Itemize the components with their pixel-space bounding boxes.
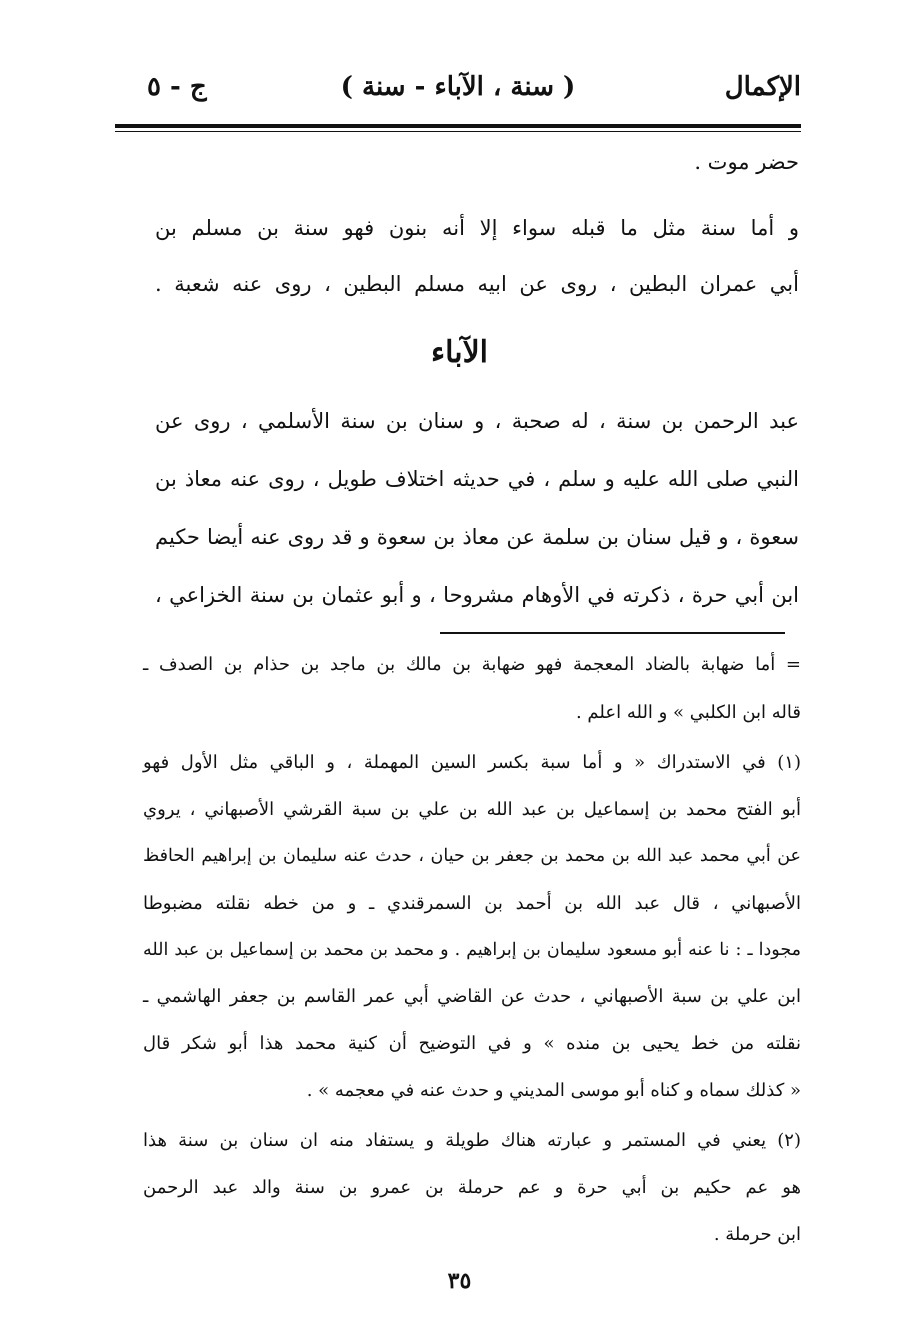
footnote-line-6: الأصبهاني ، قال عبد الله بن أحمد بن السمرقندي ـ و من خطه نقلته مضبوطا [143, 893, 801, 914]
main-line-2: و أما سنة مثل ما قبله سواء إلا أنه بنون فهو سنة بن مسلم بن [155, 216, 799, 240]
footnote-line-12: هو عم حكيم بن أبي حرة و عم حرملة بن عمرو بن سنة والد عبد الرحمن [143, 1177, 801, 1198]
entry-line-2: النبي صلى الله عليه و سلم ، في حديثه اختلاف طويل ، روى عنه معاذ بن [155, 467, 799, 491]
book-title: الإكمال [724, 72, 801, 102]
footnote-line-8: ابن علي بن سبة الأصبهاني ، حدث عن القاضي أبي عمر القاسم بن جعفر الهاشمي ـ [143, 986, 801, 1007]
main-line-1: حضر موت . [694, 150, 799, 174]
footnote-line-2: قاله ابن الكلبي » و الله اعلم . [575, 702, 801, 723]
entry-line-1: عبد الرحمن بن سنة ، له صحبة ، و سنان بن سنة الأسلمي ، روى عن [155, 409, 799, 433]
running-head [115, 72, 801, 116]
entry-line-4: ابن أبي حرة ، ذكرته في الأوهام مشروحا ، و أبو عثمان بن سنة الخزاعي ، [155, 583, 799, 607]
footnote-line-4: أبو الفتح محمد بن إسماعيل بن عبد الله بن علي بن سبة القرشي الأصبهاني ، يروي [143, 799, 801, 820]
footnote-line-7: مجودا ـ : نا عنه أبو مسعود سليمان بن إبراهيم . و محمد بن محمد بن إسماعيل بن عبد الله [143, 940, 801, 960]
page-number: ٣٥ [447, 1268, 472, 1294]
volume-number: ج - ٥ [147, 72, 207, 102]
footnote-line-1: = أما ضهابة بالضاد المعجمة فهو ضهابة بن مالك بن ماجد بن حذام بن الصدف ـ [143, 654, 801, 675]
footnote-separator [440, 632, 785, 634]
section-title: ( سنة ، الآباء - سنة ) [340, 72, 576, 102]
header-rule-thin [115, 131, 801, 132]
section-heading: الآباء [430, 335, 489, 370]
header-rule-thick [115, 124, 801, 128]
entry-line-3: سعوة ، و قيل سنان بن سلمة عن معاذ بن سعوة و قد روى عنه أيضا حكيم [155, 525, 799, 549]
footnote-line-13: ابن حرملة . [713, 1224, 801, 1245]
footnote-line-3: (١) في الاستدراك « و أما سبة بكسر السين المهملة ، و الباقي مثل الأول فهو [143, 752, 801, 773]
footnote-line-9: نقلته من خط يحيى بن منده » و في التوضيح أن كنية محمد هذا أبو شكر قال [143, 1033, 801, 1054]
footnote-line-11: (٢) يعني في المستمر و عبارته هناك طويلة و يستفاد منه ان سنان بن سنة هذا [143, 1130, 801, 1151]
footnote-line-10: « كذلك سماه و كناه أبو موسى المديني و حدث عنه في معجمه » . [306, 1080, 801, 1101]
footnote-line-5: عن أبي محمد عبد الله بن محمد بن جعفر بن حيان ، حدث عنه سليمان بن إبراهيم الحافظ [143, 846, 801, 866]
main-line-3: أبي عمران البطين ، روى عن ابيه مسلم البطين ، روى عنه شعبة . [155, 272, 799, 296]
